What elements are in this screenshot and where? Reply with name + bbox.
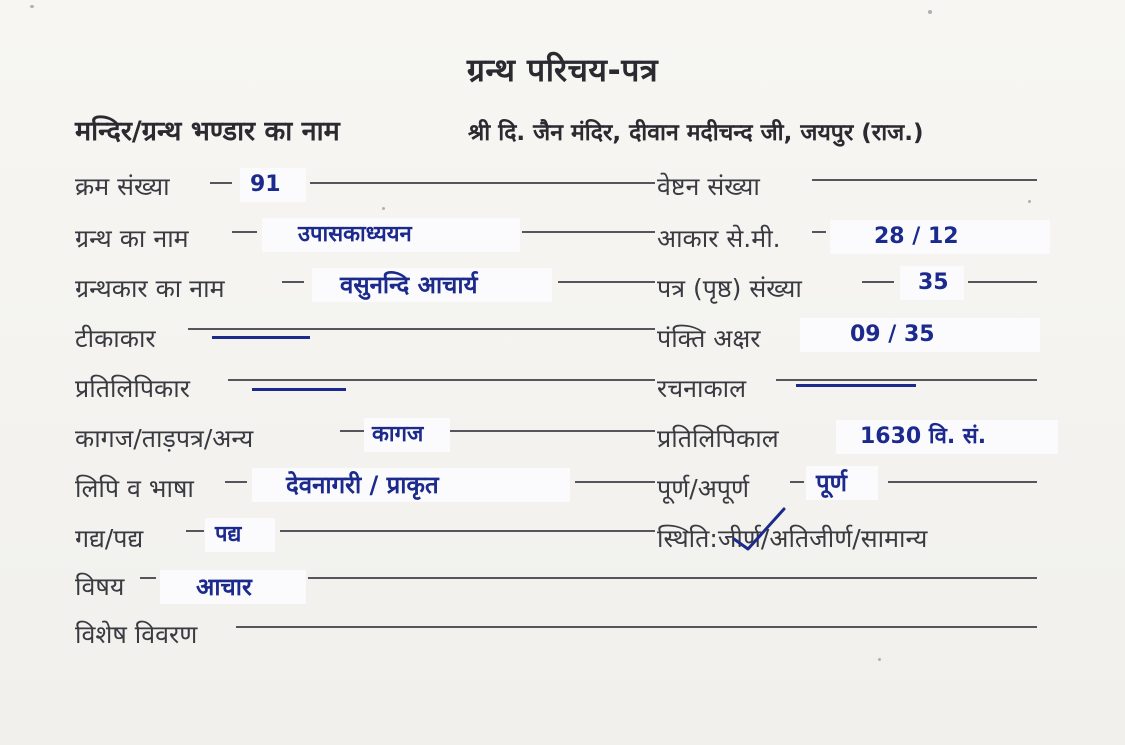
purna-line xyxy=(888,481,1037,483)
kram-label: क्रम संख्या xyxy=(75,172,170,201)
veshtan-line xyxy=(812,179,1037,181)
patra-label: पत्र (पृष्ठ) संख्या xyxy=(657,274,802,303)
lipi-line-start xyxy=(225,481,247,483)
pankti-label: पंक्ति अक्षर xyxy=(657,324,761,353)
vishay-value: आचार xyxy=(160,570,306,604)
purna-line-start xyxy=(790,481,804,483)
purna-label: पूर्ण/अपूर्ण xyxy=(657,474,750,503)
teekakar-line xyxy=(188,328,655,330)
granthkar-label: ग्रन्थकार का नाम xyxy=(75,274,225,303)
aakar-line-start xyxy=(812,231,826,233)
pankti-value: 09 / 35 xyxy=(800,318,1040,352)
scan-speck xyxy=(928,10,932,14)
pratilipikar-line xyxy=(228,379,655,381)
sthiti-label: स्थिति:जीर्ण/अतिजीर्ण/सामान्य xyxy=(657,524,928,553)
vishay-label: विषय xyxy=(75,572,125,601)
kram-line xyxy=(310,182,655,184)
pratilipikal-value: 1630 वि. सं. xyxy=(836,420,1058,454)
vishesh-label: विशेष विवरण xyxy=(75,620,198,649)
rachnakal-blank-mark xyxy=(796,384,916,387)
patra-line-start xyxy=(862,281,894,283)
veshtan-label: वेष्टन संख्या xyxy=(657,172,760,201)
gadya-label: गद्य/पद्य xyxy=(75,524,144,553)
granth-naam-value: उपासकाध्ययन xyxy=(262,218,520,252)
gadya-line xyxy=(280,530,655,532)
vishay-line xyxy=(308,577,1037,579)
teekakar-blank-mark xyxy=(212,336,310,339)
gadya-line-start xyxy=(186,530,204,532)
granth-naam-line-start xyxy=(232,231,257,233)
lipi-line xyxy=(575,481,655,483)
gadya-value: पद्य xyxy=(205,518,275,552)
pratilipikar-blank-mark xyxy=(252,388,346,391)
kram-value: 91 xyxy=(240,168,306,202)
granthkar-value: वसुनन्दि आचार्य xyxy=(312,268,552,302)
card-title: ग्रन्थ परिचय-पत्र xyxy=(466,51,659,89)
kagaj-line xyxy=(450,430,655,432)
rachnakal-label: रचनाकाल xyxy=(657,374,747,403)
patra-value: 35 xyxy=(900,266,964,300)
patra-line xyxy=(968,281,1037,283)
pratilipikal-label: प्रतिलिपिकाल xyxy=(657,424,779,453)
granthkar-line-start xyxy=(282,281,304,283)
vishay-line-start xyxy=(140,577,156,579)
scan-speck xyxy=(878,658,881,661)
kram-line-start xyxy=(210,182,232,184)
granth-naam-line xyxy=(522,231,655,233)
rachnakal-line xyxy=(776,379,1037,381)
aakar-label: आकार से.मी. xyxy=(657,224,781,253)
lipi-label: लिपि व भाषा xyxy=(75,474,194,503)
granth-naam-label: ग्रन्थ का नाम xyxy=(75,224,189,253)
lipi-value: देवनागरी / प्राकृत xyxy=(252,468,570,502)
checkmark-icon xyxy=(730,505,790,555)
scan-speck xyxy=(382,207,385,210)
vishesh-line xyxy=(236,626,1037,628)
granthkar-line xyxy=(558,281,655,283)
teekakar-label: टीकाकार xyxy=(75,324,156,353)
aakar-value: 28 / 12 xyxy=(830,220,1050,254)
kagaj-value: कागज xyxy=(364,418,450,452)
purna-value: पूर्ण xyxy=(806,466,878,500)
mandir-label: मन्दिर/ग्रन्थ भण्डार का नाम xyxy=(75,116,340,147)
scan-speck xyxy=(1028,200,1031,203)
scan-speck xyxy=(30,5,34,8)
mandir-value: श्री दि. जैन मंदिर, दीवान मदीचन्द जी, जयपुर (राज.) xyxy=(468,120,924,146)
pratilipikar-label: प्रतिलिपिकार xyxy=(75,374,190,403)
kagaj-label: कागज/ताड़पत्र/अन्य xyxy=(75,424,254,453)
